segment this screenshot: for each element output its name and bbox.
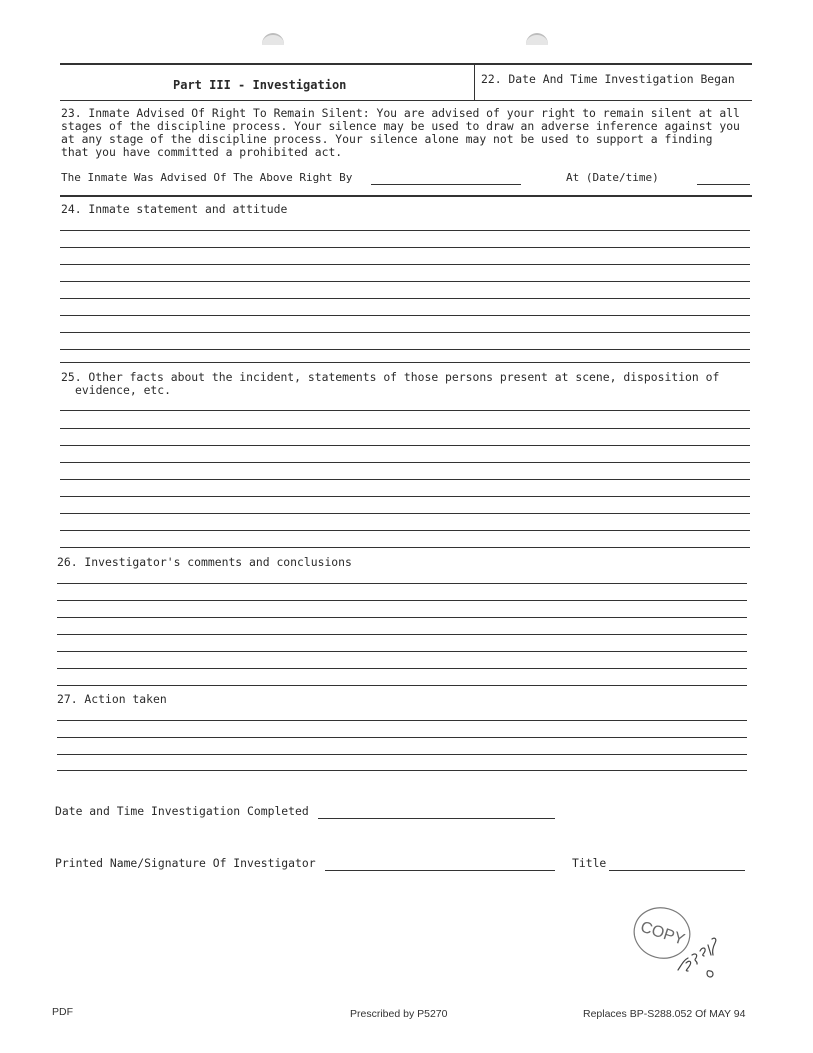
item-26-line[interactable] [57, 685, 747, 686]
item-26-line[interactable] [57, 600, 747, 601]
item-24-line[interactable] [60, 332, 750, 333]
item-27-line[interactable] [57, 770, 747, 771]
item-25-text [61, 371, 719, 397]
item-25-line[interactable] [60, 479, 750, 480]
copy-stamp-graphic [628, 905, 738, 980]
copy-stamp [628, 905, 738, 980]
item-26-label: 26. Investigator's comments and conclusions [57, 555, 352, 569]
advised-by-field[interactable] [371, 184, 521, 185]
item-27-line[interactable] [57, 737, 747, 738]
item-26-line[interactable] [57, 583, 747, 584]
item-24-line[interactable] [60, 230, 750, 231]
item-22-label: 22. Date And Time Investigation Began [481, 72, 735, 86]
item-25-line[interactable] [60, 410, 750, 411]
header-bottom-rule [60, 100, 752, 101]
item-23-line: that you have committed a prohibited act. [61, 145, 343, 159]
copy-stamp-text: COPY [638, 918, 687, 949]
item-23-line: 23. Inmate Advised Of Right To Remain Silent: You are advised of your right to remain silent at all [61, 106, 740, 120]
footer-left: PDF [52, 1006, 73, 1018]
item-24-line[interactable] [60, 349, 750, 350]
item-24-line[interactable] [60, 247, 750, 248]
header-divider [474, 64, 475, 100]
completed-label: Date and Time Investigation Completed [55, 804, 309, 818]
item-27-label: 27. Action taken [57, 692, 167, 706]
footer-center: Prescribed by P5270 [350, 1008, 448, 1020]
section-rule [60, 195, 752, 197]
item-24-line[interactable] [60, 362, 750, 363]
item-26-line[interactable] [57, 617, 747, 618]
item-23-text [61, 107, 740, 159]
advised-by-label: The Inmate Was Advised Of The Above Right By [61, 171, 353, 184]
item-25-line[interactable] [60, 496, 750, 497]
signature-field[interactable] [325, 870, 555, 871]
item-25-line[interactable] [60, 513, 750, 514]
completed-field[interactable] [318, 818, 555, 819]
item-25-line[interactable] [60, 462, 750, 463]
item-25-line: 25. Other facts about the incident, statements of those persons present at scene, disposition of [61, 370, 720, 384]
item-24-line[interactable] [60, 264, 750, 265]
item-25-line[interactable] [60, 445, 750, 446]
footer-right: Replaces BP-S288.052 Of MAY 94 [583, 1008, 746, 1020]
item-27-line[interactable] [57, 754, 747, 755]
item-23-line: at any stage of the discipline process. Your silence alone may not be used to support a finding [61, 132, 713, 146]
part-title: Part III - Investigation [173, 78, 347, 92]
item-26-line[interactable] [57, 668, 747, 669]
signature-label: Printed Name/Signature Of Investigator [55, 856, 316, 870]
at-datetime-label: At (Date/time) [566, 171, 659, 184]
item-25-line: evidence, etc. [75, 383, 172, 397]
header-top-rule [60, 63, 752, 65]
item-25-line[interactable] [60, 428, 750, 429]
item-25-line[interactable] [60, 530, 750, 531]
item-25-line[interactable] [60, 547, 750, 548]
item-26-line[interactable] [57, 651, 747, 652]
punch-hole-left [262, 33, 284, 45]
item-24-label: 24. Inmate statement and attitude [61, 202, 288, 216]
item-26-line[interactable] [57, 634, 747, 635]
item-24-line[interactable] [60, 298, 750, 299]
punch-hole-right [526, 33, 548, 45]
item-24-line[interactable] [60, 315, 750, 316]
item-23-line: stages of the discipline process. Your silence may be used to draw an adverse inference against you [61, 119, 740, 133]
item-24-line[interactable] [60, 281, 750, 282]
title-field[interactable] [609, 870, 745, 871]
title-label: Title [572, 856, 607, 870]
at-datetime-field[interactable] [697, 184, 750, 185]
item-27-line[interactable] [57, 720, 747, 721]
